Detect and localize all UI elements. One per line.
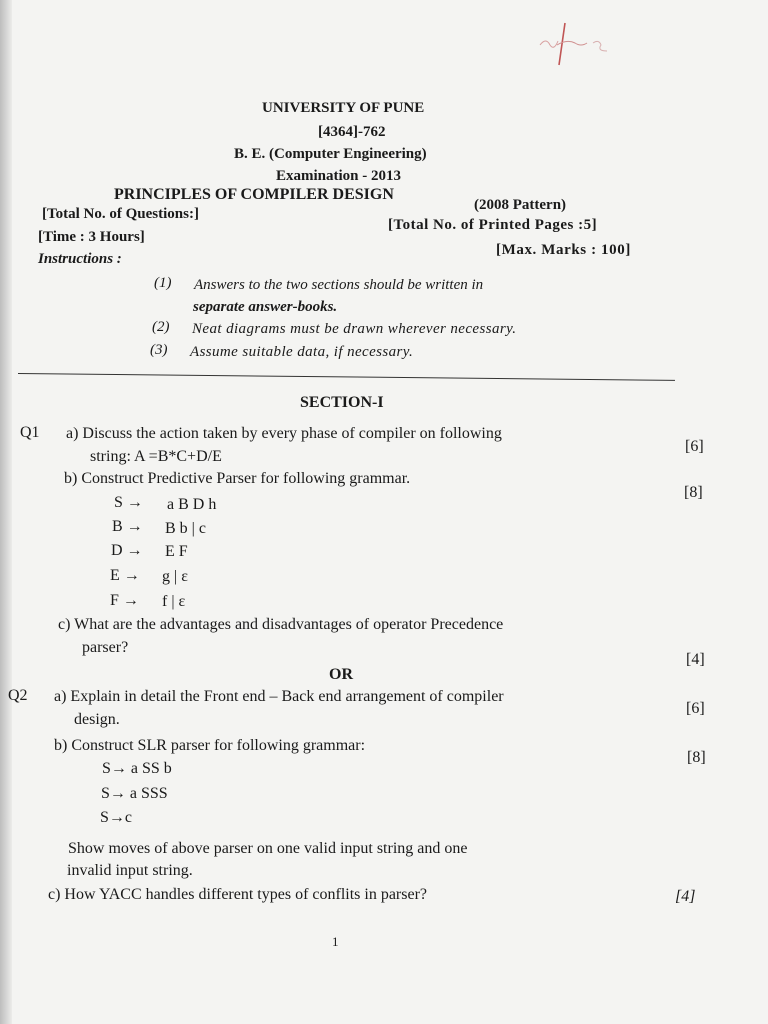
university-name: UNIVERSITY OF PUNE [262, 100, 425, 116]
subject-title: PRINCIPLES OF COMPILER DESIGN [114, 186, 394, 203]
instruction-1-number: (1) [154, 275, 172, 291]
q2b-followup-cont: invalid input string. [67, 862, 193, 879]
q1b-text: b) Construct Predictive Parser for following grammar. [64, 470, 411, 487]
q2-grammar-rule-2: S→ a SSS [101, 785, 168, 802]
instruction-1-text: Answers to the two sections should be written in [194, 277, 484, 293]
page-number: 1 [332, 934, 339, 949]
q2a-marks: [6] [686, 700, 705, 717]
q1c-text: c) What are the advantages and disadvantages of operator Precedence [58, 616, 504, 633]
q1a-text: a) Discuss the action taken by every phase of compiler on following [66, 425, 502, 442]
instruction-3-number: (3) [150, 342, 168, 358]
q2c-marks: [4] [675, 888, 696, 905]
instruction-1-text-cont: separate answer-books. [193, 299, 338, 315]
q2b-followup: Show moves of above parser on one valid input string and one [68, 840, 468, 857]
q2b-marks: [8] [687, 749, 706, 766]
q1b-marks: [8] [684, 484, 703, 501]
instruction-2-text: Neat diagrams must be drawn wherever necessary. [192, 321, 517, 337]
paper-code: [4364]-762 [318, 124, 386, 140]
q1a-marks: [6] [685, 438, 704, 455]
q1-grammar-lhs-d: D → [111, 542, 143, 559]
q1-grammar-rhs-d: E F [165, 543, 188, 560]
q2a-text: a) Explain in detail the Front end – Back end arrangement of compiler [54, 688, 504, 705]
instructions-heading: Instructions : [38, 251, 122, 267]
q1-grammar-rhs-b: B b | c [165, 520, 206, 537]
q1c-text-cont: parser? [82, 639, 129, 656]
total-questions: [Total No. of Questions:] [42, 206, 199, 222]
q1-grammar-lhs-e: E → [110, 567, 140, 584]
or-separator: OR [329, 666, 353, 683]
q1-grammar-lhs-f: F → [110, 592, 139, 609]
q2b-text: b) Construct SLR parser for following grammar: [54, 737, 366, 754]
q1a-text-cont: string: A =B*C+D/E [90, 448, 222, 465]
q1-grammar-lhs-s: S → [114, 494, 143, 511]
q2-label: Q2 [8, 687, 28, 704]
max-marks: [Max. Marks : 100] [496, 242, 631, 258]
time-allowed: [Time : 3 Hours] [38, 229, 145, 245]
q1-grammar-rhs-e: g | ε [162, 568, 188, 585]
q1c-marks: [4] [686, 651, 705, 668]
page-edge-shadow [0, 0, 12, 1024]
q2-grammar-rule-3: S→c [100, 809, 132, 826]
pattern-label: (2008 Pattern) [474, 197, 567, 213]
q1-grammar-lhs-b: B → [112, 518, 143, 535]
course-name: B. E. (Computer Engineering) [234, 146, 427, 162]
q1-grammar-rhs-s: a B D h [167, 496, 217, 513]
q2-grammar-rule-1: S→ a SS b [102, 760, 172, 777]
exam-year: Examination - 2013 [276, 168, 402, 184]
instruction-2-number: (2) [152, 319, 170, 335]
q2c-text: c) How YACC handles different types of conflits in parser? [48, 886, 428, 903]
q2a-text-cont: design. [74, 711, 120, 728]
section-title: SECTION-I [300, 394, 384, 411]
total-pages: [Total No. of Printed Pages :5] [388, 217, 598, 233]
q1-grammar-rhs-f: f | ε [162, 593, 186, 610]
handwritten-mark [535, 15, 615, 70]
instruction-3-text: Assume suitable data, if necessary. [190, 344, 414, 360]
q1-label: Q1 [20, 424, 40, 441]
header-divider [18, 373, 675, 381]
